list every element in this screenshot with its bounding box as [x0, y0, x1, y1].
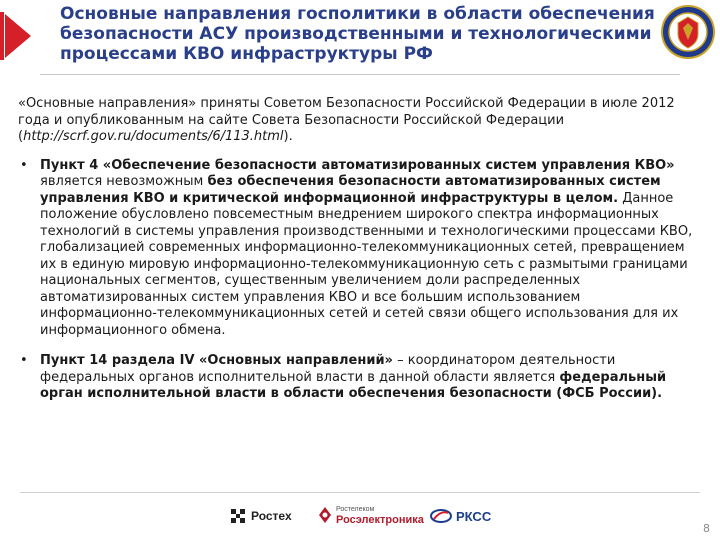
slide-footer — [0, 500, 720, 534]
title-line-1: Основные направления госполитики в области обеспечения — [60, 4, 655, 24]
red-arrow-icon — [5, 14, 31, 58]
rkss-logo — [430, 508, 491, 524]
rkss-mark-icon — [430, 508, 452, 524]
roselectronika-logo-text: Росэлектроника — [336, 514, 424, 526]
roselectronika-mark-icon — [318, 506, 332, 524]
rostec-mark-icon — [230, 508, 246, 524]
bullet-1-explanation: Данное положение обусловлено повсеместным внедрением широкого спектра информационных технологий в системы управления производственными и технологическими процессами КВО, глобализацией современных информационно-телекоммуникационных сетей, превращением их в единую мировую информационно-телекоммуникационную сеть с размытыми границами национальных сегментов, существенным увеличением доли распределенных автоматизированных систем управления КВО и все большим использованием информационно-телекоммуникационных сетей и сетей связи общего использования для их информационного обмена. — [40, 190, 693, 338]
intro-text: «Основные направления» приняты Советом Безопасности Российской Федерации в июле 2012 года и опубликованным на сайте Совета Безопасности Российской Федерации ( — [18, 96, 675, 144]
bullet-1-text: является невозможным — [40, 174, 208, 189]
bullet-marker: • — [20, 157, 28, 173]
bullet-2-bold-lead: Пункт 14 раздела IV «Основных направлений» — [40, 353, 393, 368]
source-url: http://scrf.gov.ru/documents/6/113.html — [23, 129, 284, 144]
bullet-item-1 — [18, 158, 698, 340]
page-number: 8 — [703, 522, 710, 535]
footer-divider — [20, 492, 700, 493]
header-divider — [40, 74, 680, 75]
rostec-logo-text: Ростех — [251, 509, 292, 523]
bullet-1-bold-lead: Пункт 4 «Обеспечение безопасности автоматизированных систем управления КВО» — [40, 157, 675, 173]
rostec-logo — [230, 508, 292, 524]
roselectronika-logo — [318, 504, 424, 526]
bullet-item-2 — [18, 353, 698, 403]
slide-title — [60, 4, 670, 64]
bullet-1-bold-emphasis: без обеспечения безопасности автоматизированных систем управления КВО и критической информационной инфраструктуры в целом. — [40, 174, 661, 206]
intro-tail: ). — [283, 129, 293, 144]
roselectronika-logo-subtext: Ростелеком — [336, 506, 375, 513]
bullet-2-bold-emphasis: федеральный орган исполнительной власти в области обеспечения безопасности (ФСБ России). — [40, 369, 667, 401]
bullet-marker: • — [20, 353, 28, 368]
slide-content — [18, 96, 698, 417]
title-line-2: безопасности АСУ производственными и технологическими — [60, 24, 652, 44]
security-council-emblem-icon — [660, 4, 716, 60]
title-line-3: процессами КВО инфраструктуры РФ — [60, 44, 433, 64]
intro-paragraph — [18, 96, 698, 146]
slide-header — [0, 0, 720, 74]
rkss-logo-text: РКСС — [456, 508, 492, 524]
red-accent-bar — [0, 12, 4, 60]
bullet-2-text: – координатором деятельности федеральных органов исполнительной власти в данной области является — [40, 353, 616, 385]
